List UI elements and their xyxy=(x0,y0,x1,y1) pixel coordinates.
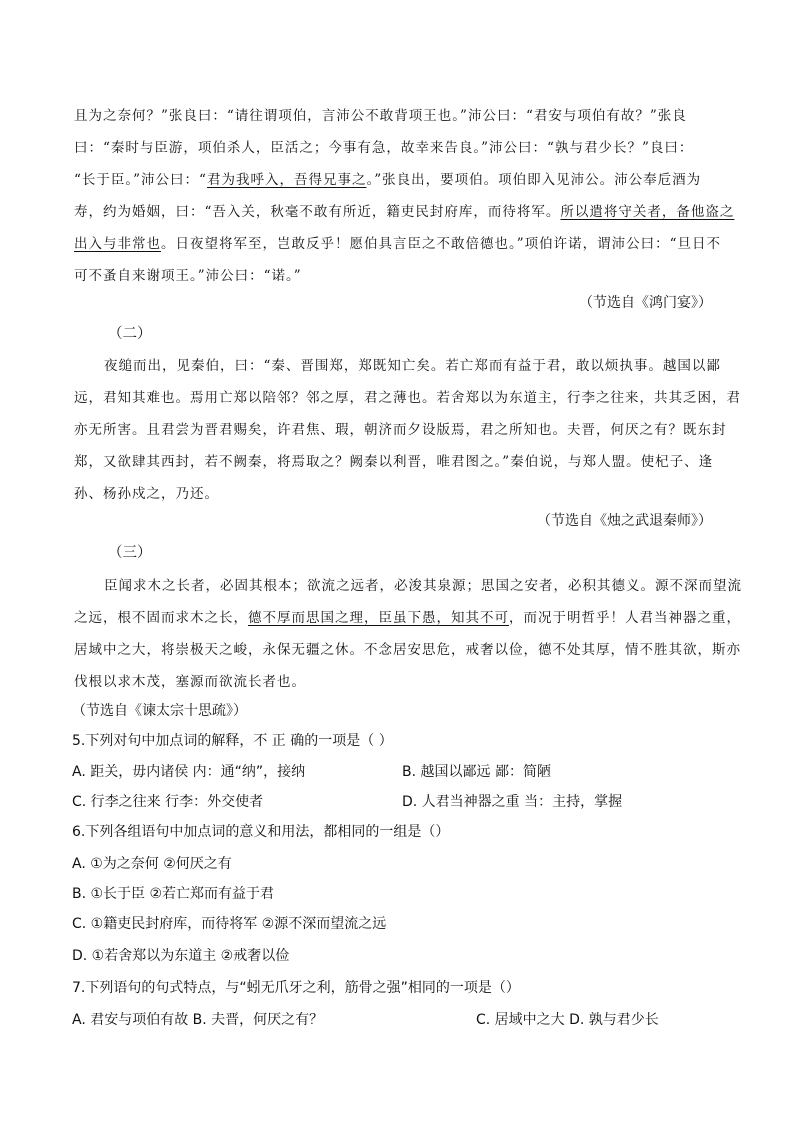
text-segment: “长于臣。”沛公曰：“ xyxy=(74,172,207,188)
question-option: C. ①籍吏民封府库，而待将军 ②源不深而望流之远 xyxy=(72,916,387,932)
passage2-line xyxy=(74,418,727,438)
passage1-line xyxy=(74,264,302,284)
passage1-line xyxy=(74,232,721,252)
text-segment: 可不蚤自来谢项王。”沛公曰：“诺。” xyxy=(74,268,302,284)
text-segment: 亦无所害。且君尝为晋君赐矣，许君焦、瑕，朝济而夕设版焉，君之所知也。夫晋，何厌之有？既东封 xyxy=(74,422,727,438)
underlined-text: 君为我呼入，吾得兄事之 xyxy=(206,172,367,188)
question-option: B. ①长于臣 ②若亡郑而有益于君 xyxy=(72,886,275,902)
passage3-line xyxy=(104,574,742,594)
text-segment: 居域中之大，将崇极天之峻，永保无疆之休。不念居安思危，戒奢以俭，德不处其厚，情不胜其欲，斯亦 xyxy=(74,642,741,658)
question-7-stem: 7.下列语句的句式特点，与“蚓无爪牙之利，筋骨之强”相同的一项是（） xyxy=(72,980,520,996)
question-option: C. 居域中之大 D. 孰与君少长 xyxy=(476,1012,659,1028)
underlined-text: 德不厚而思国之理，臣虽下愚，知其不可 xyxy=(248,610,509,626)
passage3-line xyxy=(74,606,741,626)
passage2-source: （节选自《烛之武退秦师》） xyxy=(537,513,712,529)
text-segment: 。日夜望将军至，岂敢反乎！愿伯具言臣之不敢倍德也。”项伯许诺，谓沛公曰：“旦日不 xyxy=(161,236,722,252)
question-option: A. 君安与项伯有故 B. 夫晋，何厌之有？ xyxy=(72,1012,324,1028)
passage2-heading: （二） xyxy=(108,326,152,342)
question-option: A. 距关，毋内诸侯 内：通“纳”，接纳 xyxy=(72,764,306,780)
passage1-line xyxy=(74,168,701,188)
underlined-text: 出入与非常也 xyxy=(74,236,161,252)
question-option: A. ①为之奈何 ②何厌之有 xyxy=(72,856,232,872)
text-segment: 且为之奈何？”张良曰：“请往谓项伯，言沛公不敢背项王也。”沛公曰：“君安与项伯有故？”张良 xyxy=(74,108,687,124)
text-segment: 之远，根不固而求木之长， xyxy=(74,610,248,626)
text-segment: 寿，约为婚姻，曰：“吾入关，秋毫不敢有所近，籍吏民封府库，而待将军。 xyxy=(74,204,561,220)
passage3-line xyxy=(74,670,306,690)
passage2-line xyxy=(74,450,713,470)
passage1-line xyxy=(74,200,734,220)
question-option: C. 行李之往来 行李：外交使者 xyxy=(72,794,264,810)
passage1-line xyxy=(74,104,687,124)
text-segment: 远，君知其难也。焉用亡郑以陪邻？邻之厚，君之薄也。若舍郑以为东道主，行李之往来，共其乏困，君 xyxy=(74,390,741,406)
text-segment: ，而况于明哲乎！人君当神器之重， xyxy=(509,610,741,626)
passage3-line xyxy=(74,638,741,658)
text-segment: 夜缒而出，见秦伯，曰：“秦、晋围郑，郑既知亡矣。若亡郑而有益于君，敢以烦执事。越国以鄙 xyxy=(104,358,721,374)
passage3-heading: （三） xyxy=(108,545,152,561)
underlined-text: 所以遣将守关者，备他盗之 xyxy=(560,204,735,220)
passage2-line xyxy=(74,386,741,406)
text-segment: 郑，又欲肆其西封，若不阙秦，将焉取之？阙秦以利晋，唯君图之。”秦伯说，与郑人盟。使杞子、逢 xyxy=(74,454,714,470)
text-segment: 曰：“秦时与臣游，项伯杀人，臣活之；今事有急，故幸来告良。”沛公曰：“孰与君少长？”良曰： xyxy=(74,140,694,156)
question-option: B. 越国以鄙远 鄙：简陋 xyxy=(402,764,551,780)
question-option: D. 人君当神器之重 当：主持，掌握 xyxy=(402,794,623,810)
question-option: D. ①若舍郑以为东道主 ②戒奢以俭 xyxy=(72,948,290,964)
passage1-line xyxy=(74,136,693,156)
passage1-source: （节选自《鸿门宴》） xyxy=(579,295,712,311)
text-segment: 伐根以求木茂，塞源而欲流长者也。 xyxy=(74,674,306,690)
passage2-line xyxy=(74,482,219,502)
question-5-stem: 5.下列对句中加点词的解释，不 正 确的一项是（ ） xyxy=(72,733,393,749)
text-segment: 孙、杨孙戍之，乃还。 xyxy=(74,486,219,502)
passage3-source: （节选自《谏太宗十思疏》） xyxy=(72,703,247,719)
question-6-stem: 6.下列各组语句中加点词的意义和用法，都相同的一组是（） xyxy=(72,824,450,840)
passage2-line xyxy=(104,354,721,374)
text-segment: 臣闻求木之长者，必固其根本；欲流之远者，必浚其泉源；思国之安者，必积其德义。源不深而望流 xyxy=(104,578,742,594)
text-segment: 。”张良出，要项伯。项伯即入见沛公。沛公奉卮酒为 xyxy=(366,172,702,188)
